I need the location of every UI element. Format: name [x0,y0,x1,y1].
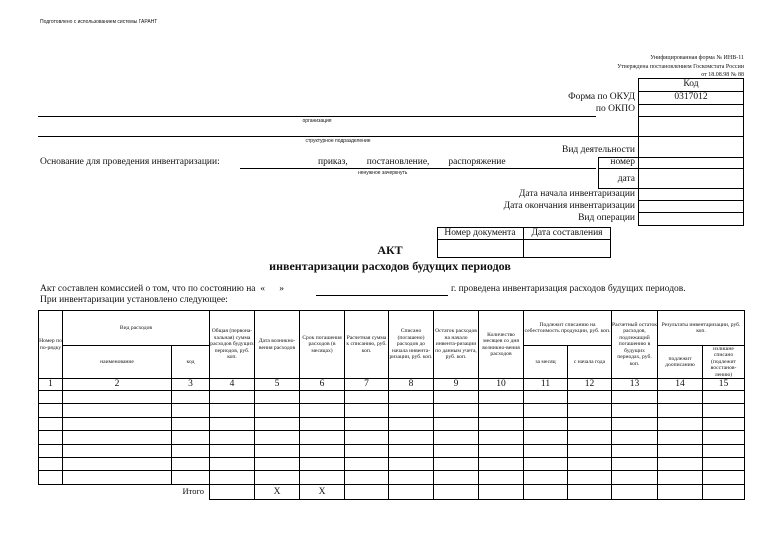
total-cell: Х [254,484,300,500]
table-cell[interactable] [702,390,745,404]
table-cell[interactable] [299,457,345,471]
end-date-label: Дата окончания инвентаризации [503,201,635,211]
table-cell[interactable] [523,417,568,431]
total-label: Итого [182,486,204,497]
statement-end: г. проведена инвентаризация расходов будущих периодов. [451,284,686,294]
column-number: 14 [657,378,703,391]
table-cell[interactable] [478,417,524,431]
table-cell[interactable] [567,417,612,431]
total-cell[interactable] [567,484,612,500]
table-cell[interactable] [478,444,524,458]
form-info [617,54,744,80]
header-col-9: Остаток расходов на начало инвента-ризации по данным учета, руб. коп. [433,310,479,379]
statement-text: Акт составлен комиссией о том, что по состоянию на « » [40,284,284,294]
table-cell[interactable] [209,430,255,445]
header-year: с начала года [567,345,612,379]
column-number: 6 [299,378,345,391]
header-col-8: Списано (погашено) расходов до начала инвента-ризации, руб. коп. [388,310,434,379]
header-col-13: Расчетный остаток расходов, подлежащий погашению в будущих периодах, руб. коп. [611,310,658,379]
table-cell[interactable] [611,430,658,445]
header-name: наименование [62,345,172,379]
table-cell[interactable] [433,403,479,418]
table-cell[interactable] [254,470,300,485]
table-cell[interactable] [523,390,568,404]
table-cell[interactable] [299,470,345,485]
subdivision-line[interactable] [38,136,638,137]
basis-date-label: дата [617,174,635,184]
table-cell[interactable] [567,457,612,471]
table-cell[interactable] [209,417,255,431]
table-cell[interactable] [433,457,479,471]
table-cell[interactable] [171,390,210,404]
table-cell[interactable] [344,470,389,485]
table-cell[interactable] [254,417,300,431]
source-note: Подготовлено с использованием системы ГАРАНТ [40,19,158,25]
total-cell[interactable] [344,484,389,500]
column-number: 1 [38,378,63,391]
header-col-15: излишне списано (подлежит восстанов-лению) [702,345,745,379]
table-cell[interactable] [38,390,63,404]
table-cell[interactable] [209,444,255,458]
table-cell[interactable] [657,430,703,445]
table-cell[interactable] [38,403,63,418]
total-cell[interactable] [657,484,703,500]
table-cell[interactable] [209,470,255,485]
table-cell[interactable] [567,430,612,445]
table-cell[interactable] [38,430,63,445]
header-col-5: Дата возникно-вения расходов [254,310,300,379]
start-date-label: Дата начала инвентаризации [518,189,635,199]
column-number: 4 [209,378,255,391]
table-cell[interactable] [299,444,345,458]
header-col-7: Расчетная сумма к списанию, руб. коп. [344,310,389,379]
doc-number-header: Номер документа [444,228,516,238]
okpo-label: по ОКПО [595,104,635,114]
table-cell[interactable] [657,417,703,431]
table-cell[interactable] [567,390,612,404]
table-cell[interactable] [62,430,172,445]
basis-number-label: номер [610,157,635,167]
total-cell[interactable] [523,484,568,500]
header-col-10: Количество месяцев со дня возникно-вения расходов [478,310,524,379]
table-cell[interactable] [567,470,612,485]
table-cell[interactable] [171,457,210,471]
column-number: 8 [388,378,434,391]
table-cell[interactable] [299,390,345,404]
subdivision-caption: структурное подразделение [305,138,371,144]
table-cell[interactable] [254,457,300,471]
table-cell[interactable] [478,403,524,418]
column-number: 3 [171,378,210,391]
column-number: 12 [567,378,612,391]
total-cell: Х [299,484,345,500]
header-expense-type: Вид расходов [62,310,210,346]
org-caption: организация [302,118,332,124]
table-cell[interactable] [611,403,658,418]
document-title: АКТ [377,243,403,257]
table-cell[interactable] [478,430,524,445]
form-approval: Утверждена постановлением Госкомстата России [617,63,744,70]
column-number: 10 [478,378,524,391]
column-number: 7 [344,378,389,391]
total-cell[interactable] [209,484,255,500]
basis-options: приказ, постановление, распоряжение [318,157,506,167]
table-cell[interactable] [344,430,389,445]
table-cell[interactable] [254,403,300,418]
table-cell[interactable] [62,390,172,404]
table-cell[interactable] [611,390,658,404]
table-cell[interactable] [433,444,479,458]
okud-label: Форма по ОКУД [568,92,635,102]
table-cell[interactable] [299,417,345,431]
table-cell[interactable] [388,403,434,418]
column-number: 13 [611,378,658,391]
table-cell[interactable] [38,444,63,458]
table-cell[interactable] [299,430,345,445]
table-cell[interactable] [611,457,658,471]
basis-label: Основание для проведения инвентаризации: [40,157,220,167]
table-cell[interactable] [171,417,210,431]
total-cell[interactable] [478,484,524,500]
column-number: 2 [62,378,172,391]
table-cell[interactable] [567,403,612,418]
table-cell[interactable] [702,457,745,471]
operation-label: Вид операции [578,213,635,223]
table-cell[interactable] [62,417,172,431]
table-cell[interactable] [388,457,434,471]
basis-caption: ненужное зачеркнуть [358,170,408,176]
table-cell[interactable] [611,417,658,431]
table-cell[interactable] [567,444,612,458]
table-cell[interactable] [702,403,745,418]
table-cell[interactable] [254,390,300,404]
header-code: код [171,345,210,379]
header-col-14: подлежит доописанию [657,345,703,379]
table-cell[interactable] [254,430,300,445]
table-cell[interactable] [523,403,568,418]
table-cell[interactable] [702,444,745,458]
code-header: Код [683,79,699,89]
table-cell[interactable] [62,444,172,458]
table-cell[interactable] [478,390,524,404]
table-cell[interactable] [388,430,434,445]
table-cell[interactable] [171,444,210,458]
activity-label: Вид деятельности [561,145,635,155]
table-cell[interactable] [344,457,389,471]
table-cell[interactable] [657,457,703,471]
table-cell[interactable] [62,457,172,471]
table-cell[interactable] [209,457,255,471]
table-cell[interactable] [657,444,703,458]
document-subtitle: инвентаризации расходов будущих периодов [269,259,511,273]
table-cell[interactable] [254,444,300,458]
finding-text: При инвентаризации установлено следующее: [40,295,228,305]
table-cell[interactable] [702,417,745,431]
table-cell[interactable] [344,403,389,418]
total-cell[interactable] [388,484,434,500]
header-results: Результаты инвентаризации, руб. коп. [657,310,745,346]
table-cell[interactable] [38,470,63,485]
table-cell[interactable] [523,430,568,445]
total-cell[interactable] [433,484,479,500]
column-number: 9 [433,378,479,391]
column-number: 15 [702,378,745,391]
header-col-4: Общая (первона-чальная) сумма расходов будущих периодов, руб. коп. [209,310,255,379]
header-col-6: Срок погашения расходов (в месяцах) [299,310,345,379]
total-cell[interactable] [702,484,745,500]
okud-value[interactable]: 0317012 [674,92,708,102]
form-number: Унифицированная форма № ИНВ-11 [650,55,744,61]
column-number: 5 [254,378,300,391]
doc-date-header: Дата составления [531,228,603,238]
table-cell[interactable] [478,457,524,471]
table-cell[interactable] [611,470,658,485]
table-cell[interactable] [702,430,745,445]
table-cell[interactable] [344,444,389,458]
table-cell[interactable] [171,470,210,485]
table-cell[interactable] [209,390,255,404]
table-cell[interactable] [344,390,389,404]
table-cell[interactable] [657,470,703,485]
header-row-number: Номер по по-рядку [38,310,63,379]
header-write-off: Подлежит списанию на себестоимость продукции, руб. коп. [523,310,612,346]
table-cell[interactable] [702,470,745,485]
statement-date-line[interactable] [316,295,448,296]
table-cell[interactable] [38,417,63,431]
total-cell[interactable] [611,484,658,500]
table-cell[interactable] [657,390,703,404]
header-month: за месяц [523,345,568,379]
table-cell[interactable] [523,444,568,458]
table-cell[interactable] [171,403,210,418]
table-cell[interactable] [62,470,172,485]
table-cell[interactable] [433,417,479,431]
table-cell[interactable] [344,417,389,431]
table-cell[interactable] [523,457,568,471]
table-cell[interactable] [209,403,255,418]
table-cell[interactable] [478,470,524,485]
table-cell[interactable] [62,403,172,418]
organization-line[interactable] [38,116,596,117]
table-cell[interactable] [388,390,434,404]
table-cell[interactable] [611,444,658,458]
table-cell[interactable] [299,403,345,418]
table-cell[interactable] [171,430,210,445]
table-cell[interactable] [433,390,479,404]
table-cell[interactable] [388,417,434,431]
table-cell[interactable] [433,470,479,485]
table-cell[interactable] [38,457,63,471]
table-cell[interactable] [657,403,703,418]
form-date: от 18.08.98 № 88 [701,72,744,78]
table-cell[interactable] [388,470,434,485]
column-number: 11 [523,378,568,391]
basis-line[interactable] [240,168,596,169]
table-cell[interactable] [523,470,568,485]
table-cell[interactable] [433,430,479,445]
table-cell[interactable] [388,444,434,458]
